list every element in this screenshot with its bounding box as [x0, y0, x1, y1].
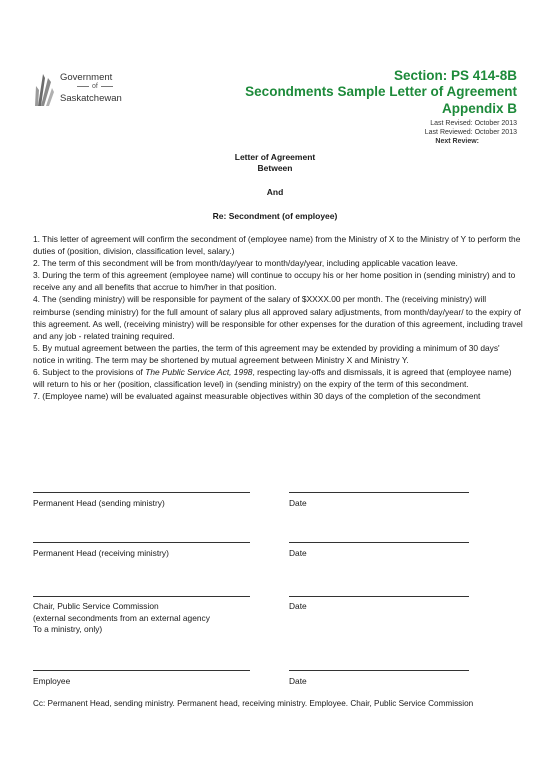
logo-text-of: of — [74, 83, 116, 90]
date-line-4 — [289, 670, 469, 671]
agreement-body — [33, 233, 523, 402]
chair-note-1: (external secondments from an external agency — [33, 612, 210, 623]
clause-6-end: , respecting lay-offs and dismissals, it is agreed that (employee name) will return to his or her (position, classification level) in (sending ministry) on the expiry of the term of this secondment. — [33, 367, 512, 390]
section-number: Section: PS 414-8B — [393, 68, 517, 83]
and-label: And — [266, 187, 284, 197]
chair-note-2: To a ministry, only) — [33, 624, 103, 634]
clause-5: 5. By mutual agreement between the parties, the term of this agreement may be extended by providing a minimum of 30 days' notice in writing. The term may be shortened by mutual agreement between Ministry X and Ministry Y. — [33, 342, 500, 365]
last-revised: Last Revised: October 2013 — [430, 120, 517, 127]
date-label-1: Date — [289, 498, 307, 508]
clause-6 — [33, 366, 523, 390]
clause-7: 7. (Employee name) will be evaluated against measurable objectives within 30 days of the completion of the secondment — [33, 391, 481, 402]
receiving-head-label: Permanent Head (receiving ministry) — [33, 548, 169, 558]
employee-label: Employee — [33, 676, 71, 686]
letter-heading: Letter of Agreement — [234, 152, 316, 162]
clause-1: 1. This letter of agreement will confirm the secondment of (employee name) from the Ministry of X to the Ministry of Y to perform the duties of (position, division, classification level, salary.) — [33, 234, 521, 257]
date-label-2: Date — [289, 548, 307, 558]
appendix-label: Appendix B — [441, 101, 517, 116]
date-line-1 — [289, 492, 469, 493]
government-logo — [30, 70, 160, 110]
signature-line-receiving-head — [33, 542, 250, 543]
re-line: Re: Secondment (of employee) — [212, 211, 338, 221]
wheat-sheaf-icon — [30, 72, 56, 108]
chair-label — [33, 601, 263, 636]
date-line-2 — [289, 542, 469, 543]
chair-title: Chair, Public Service Commission — [33, 601, 159, 611]
signature-line-employee — [33, 670, 250, 671]
date-label-4: Date — [289, 676, 307, 686]
signature-line-chair — [33, 596, 250, 597]
logo-text-government: Government — [60, 72, 113, 83]
clause-6-start: 6. Subject to the provisions of — [33, 367, 146, 378]
sending-head-label: Permanent Head (sending ministry) — [33, 498, 165, 508]
between-label: Between — [257, 163, 293, 173]
cc-line: Cc: Permanent Head, sending ministry. Permanent head, receiving ministry. Employee. Chair, Public Service Commission — [33, 699, 474, 708]
last-reviewed: Last Reviewed: October 2013 — [424, 129, 517, 136]
clause-4: 4. The (sending ministry) will be responsible for payment of the salary of $XXXX.00 per month. The (receiving ministry) will reimburse (sending ministry) for the full amount of salary plus all approved salary adjustments, from month/day/year/ to the expiry of this agreement. As well, (receiving ministry) will be responsible for other expenses for the duration of this agreement, including travel and any job - related training required. — [33, 294, 523, 341]
clause-2: 2. The term of this secondment will be from month/day/year to month/day/year, including applicable vacation leave. — [33, 258, 458, 269]
date-label-3: Date — [289, 601, 307, 611]
clause-3: 3. During the term of this agreement (employee name) will continue to occupy his or her home position in (sending ministry) and to receive any and all benefits that accrue to him/her in that position. — [33, 270, 516, 293]
act-title: The Public Service Act, 1998 — [145, 367, 253, 378]
document-title: Secondments Sample Letter of Agreement — [245, 84, 517, 99]
logo-text-saskatchewan: Saskatchewan — [60, 93, 122, 104]
next-review: Next Review: — [435, 138, 479, 145]
signature-line-sending-head — [33, 492, 250, 493]
date-line-3 — [289, 596, 469, 597]
